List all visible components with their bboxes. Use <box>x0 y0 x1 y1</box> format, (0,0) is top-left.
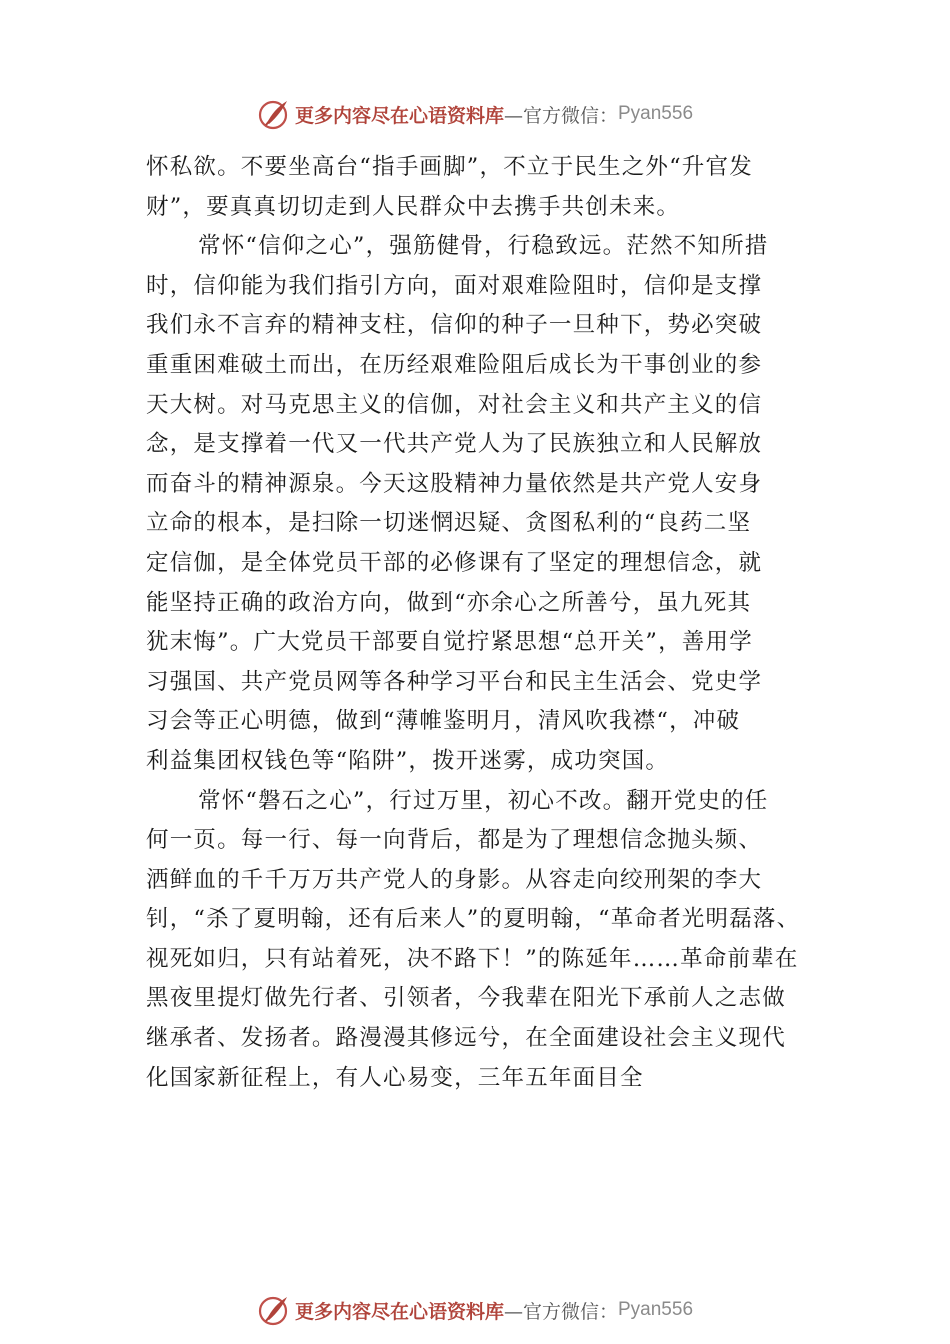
text-line: 立命的根本，是扫除一切迷惘迟疑、贪图私利的“良药二坚 <box>146 510 752 537</box>
text-line: 犹末悔”。广大党员干部要自觉拧紧思想“总开关”，善用学 <box>146 629 753 656</box>
text-line: 财”，要真真切切走到人民群众中去携手共创未来。 <box>146 193 681 220</box>
text-line: 黑夜里提灯做先行者、引领者，今我辈在阳光下承前人之志做 <box>146 985 786 1012</box>
text-line: 习强国、共产党员网等各种学习平台和民主生活会、党史学 <box>146 668 763 695</box>
banner-wechat-id: Pyan556 <box>618 1299 694 1320</box>
text-line: 何一页。每一行、每一向背后，都是为了理想信念抛头频、 <box>146 827 763 854</box>
text-line: 能坚持正确的政治方向，做到“亦余心之所善兮，虽九死其 <box>146 589 752 616</box>
text-line: 化国家新征程上，有人心易变，三年五年面目全 <box>146 1064 644 1091</box>
text-line: 常怀“磐石之心”，行过万里，初心不改。翻开党史的任 <box>198 787 769 814</box>
text-line: 习会等正心明德，做到“薄帷鉴明月，清风吹我襟“，冲破 <box>146 708 741 735</box>
banner-library-text: 更多内容尽在心语资料库 <box>294 104 504 127</box>
text-line: 继承者、发扬者。路漫漫其修远兮，在全面建设社会主义现代 <box>146 1025 786 1052</box>
document-body <box>146 148 816 1098</box>
text-line: 怀私欲。不要坐高台“指手画脚”，不立于民生之外“升官发 <box>146 154 753 180</box>
text-line: 我们永不言弃的精神支柱，信仰的种子一旦种下，势必突破 <box>146 312 763 339</box>
banner-wechat-id: Pyan556 <box>618 103 694 124</box>
quill-pen-logo-icon <box>257 97 291 131</box>
banner-library-text: 更多内容尽在心语资料库 <box>294 1300 504 1323</box>
text-line: 常怀“信仰之心”，强筋健骨，行稳致远。茫然不知所措 <box>198 233 769 260</box>
quill-pen-logo-icon <box>257 1293 291 1327</box>
text-line: 重重困难破土而出，在历经艰难险阻后成长为干事创业的参 <box>146 351 763 378</box>
footer-banner <box>0 1290 950 1330</box>
text-line: 视死如归，只有站着死，决不路下！”的陈延年……革命前辈在 <box>146 945 799 972</box>
banner-wechat-label: —官方微信： <box>503 104 618 127</box>
text-line: 而奋斗的精神源泉。今天这股精神力量依然是共产党人安身 <box>146 470 763 497</box>
text-line: 利益集团权钱色等“陷阱”，拨开迷雾，成功突国。 <box>146 747 670 774</box>
text-line: 钊，“杀了夏明翰，还有后来人”的夏明翰，“革命者光明磊落、 <box>146 906 801 933</box>
banner-wechat-label: —官方微信： <box>503 1300 618 1323</box>
text-line: 洒鲜血的千千万万共产党人的身影。从容走向绞刑架的李大 <box>146 866 763 893</box>
text-line: 定信伽，是全体党员干部的必修课有了坚定的理想信念，就 <box>146 549 763 576</box>
text-line: 时，信仰能为我们指引方向，面对艰难险阻时，信仰是支撑 <box>146 272 763 299</box>
text-line: 念，是支撑着一代又一代共产党人为了民族独立和人民解放 <box>146 431 763 458</box>
header-banner <box>0 94 950 134</box>
text-line: 天大树。对马克思主义的信伽，对社会主义和共产主义的信 <box>146 391 763 418</box>
